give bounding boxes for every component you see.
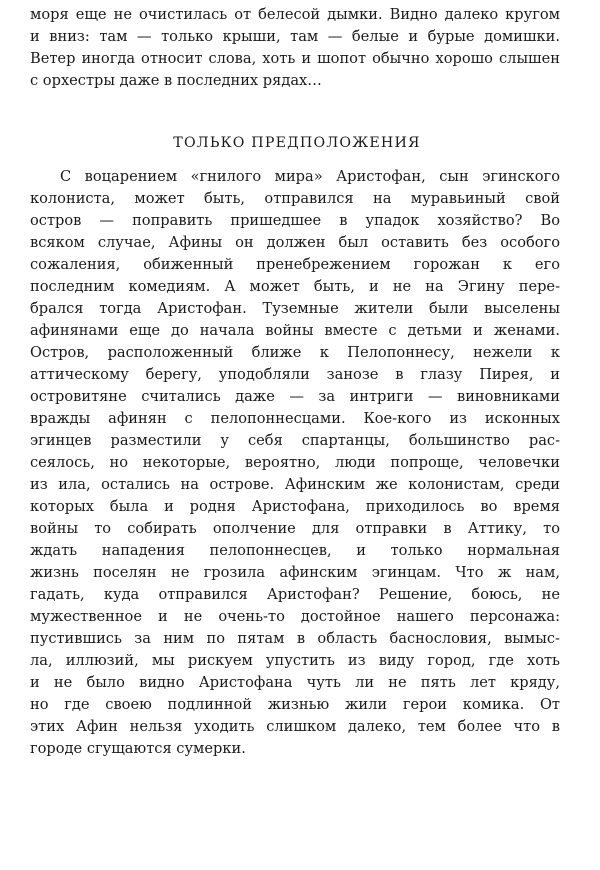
text-line: городе сгущаются сумерки. bbox=[30, 740, 246, 757]
text-line: эгинцев разместили у себя спартанцы, большинство рас- bbox=[30, 432, 560, 449]
text-line: островитяне считались даже — за интриги — виновниками bbox=[30, 388, 560, 405]
text-line: ждать нападения пелопоннесцев, и только нормальная bbox=[30, 542, 560, 559]
text-line: вражды афинян с пелопоннесцами. Кое-кого из исконных bbox=[30, 410, 560, 427]
text-line: брался тогда Аристофан. Туземные жители были выселены bbox=[30, 300, 560, 317]
top-paragraph bbox=[30, 4, 560, 92]
text-line: колониста, может быть, отправился на муравьиный свой bbox=[30, 190, 560, 207]
text-line: всяком случае, Афины он должен был оставить без особого bbox=[30, 234, 560, 251]
text-line: афинянами еще до начала войны вместе с детьми и женами. bbox=[30, 322, 560, 339]
text-line: этих Афин нельзя уходить слишком далеко, тем более что в bbox=[30, 718, 560, 735]
text-line: остров — поправить пришедшее в упадок хозяйство? Во bbox=[30, 212, 560, 229]
text-line: пустившись за ним по пятам в область баснословия, вымыс- bbox=[30, 630, 560, 647]
text-line: С воцарением «гнилого мира» Аристофан, сын эгинского bbox=[60, 168, 560, 185]
book-page bbox=[30, 4, 560, 760]
text-line: Остров, расположенный ближе к Пелопоннесу, нежели к bbox=[30, 344, 560, 361]
text-line: из ила, остались на острове. Афинским же колонистам, среди bbox=[30, 476, 560, 493]
text-line: сожаления, обиженный пренебрежением горожан к его bbox=[30, 256, 560, 273]
text-line: сеялось, но некоторые, вероятно, люди попроще, человечки bbox=[30, 454, 560, 471]
text-line: ла, иллюзий, мы рискуем упустить из виду город, где хоть bbox=[30, 652, 560, 669]
text-line: гадать, куда отправился Аристофан? Решение, боюсь, не bbox=[30, 586, 560, 603]
text-line: последним комедиям. А может быть, и не на Эгину пере- bbox=[30, 278, 560, 295]
text-line: войны то собирать ополчение для отправки в Аттику, то bbox=[30, 520, 560, 537]
text-line: жизнь поселян не грозила афинским эгинцам. Что ж нам, bbox=[30, 564, 560, 581]
text-line: мужественное и не очень-то достойное нашего персонажа: bbox=[30, 608, 560, 625]
text-line: но где своею подлинной жизнью жили герои комика. От bbox=[30, 696, 560, 713]
text-line: и не было видно Аристофана чуть ли не пять лет кряду, bbox=[30, 674, 560, 691]
text-line: с орхестры даже в последних рядах… bbox=[30, 72, 322, 89]
section-title: ТОЛЬКО ПРЕДПОЛОЖЕНИЯ bbox=[173, 135, 421, 151]
text-line: Ветер иногда относит слова, хоть и шопот обычно хорошо слышен bbox=[30, 50, 560, 67]
text-line: моря еще не очистилась от белесой дымки. Видно далеко кругом bbox=[30, 6, 560, 23]
text-line: которых была и родня Аристофана, приходилось во время bbox=[30, 498, 560, 515]
main-paragraph bbox=[30, 166, 560, 760]
text-line: аттическому берегу, уподобляли занозе в глазу Пирея, и bbox=[30, 366, 560, 383]
text-line: и вниз: там — только крыши, там — белые и бурые домишки. bbox=[30, 28, 560, 45]
